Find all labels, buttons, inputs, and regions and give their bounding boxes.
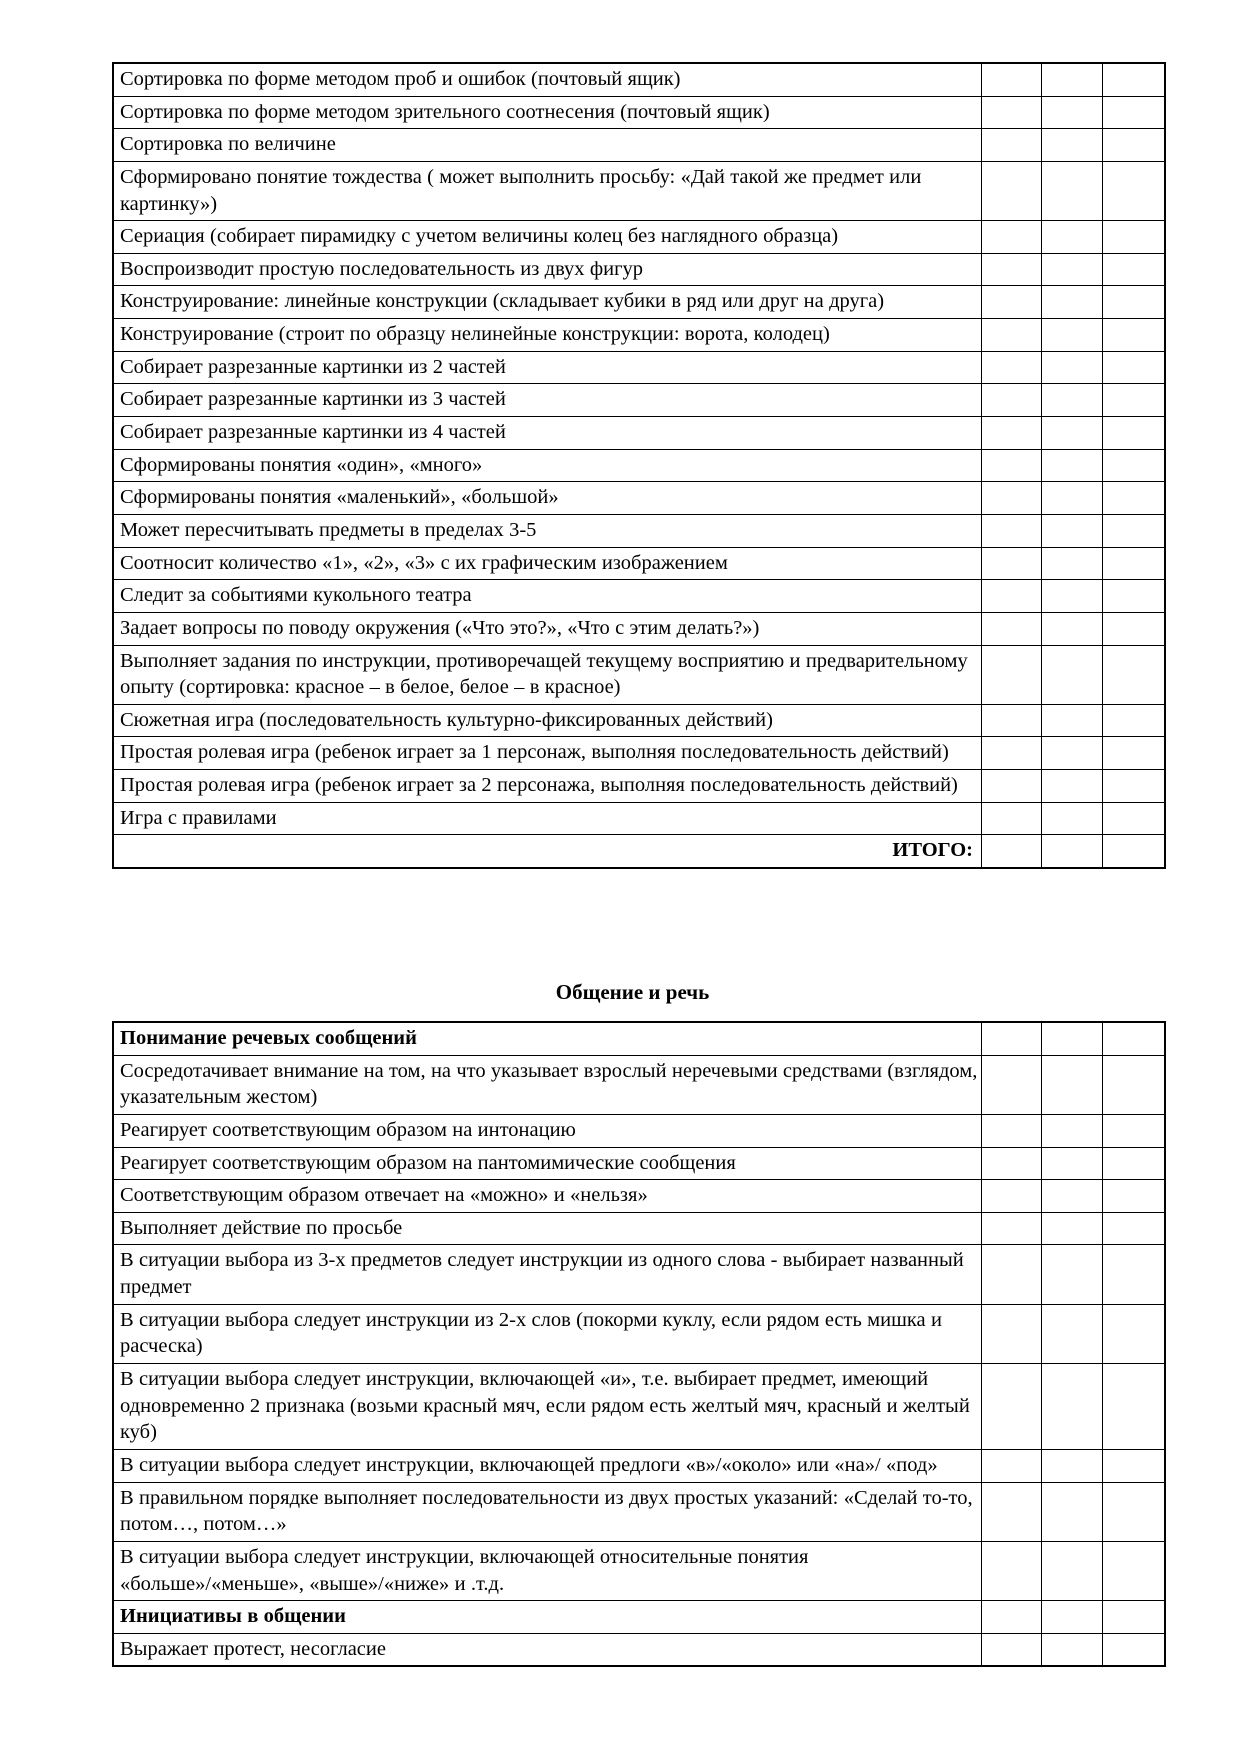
mark-cell-3[interactable] — [1103, 351, 1166, 384]
table-row — [113, 161, 1165, 220]
row-item-label: Сортировка по величине — [113, 129, 982, 162]
row-section-label: Понимание речевых сообщений — [113, 1022, 982, 1055]
table-row — [113, 129, 1165, 162]
mark-cell-3[interactable] — [1103, 1180, 1166, 1213]
mark-cell-3[interactable] — [1103, 161, 1166, 220]
mark-cell-2[interactable] — [1042, 1055, 1103, 1114]
mark-cell-3[interactable] — [1103, 547, 1166, 580]
row-item-label: Выполняет действие по просьбе — [113, 1212, 982, 1245]
mark-cell-3[interactable] — [1103, 221, 1166, 254]
row-item-label: Реагирует соответствующим образом на пантомимические сообщения — [113, 1147, 982, 1180]
table-row — [113, 1541, 1165, 1600]
table-row — [113, 384, 1165, 417]
row-item-label: Задает вопросы по поводу окружения («Что это?», «Что с этим делать?») — [113, 612, 982, 645]
mark-cell-3[interactable] — [1103, 1633, 1166, 1666]
row-item-label: В правильном порядке выполняет последовательности из двух простых указаний: «Сделай то-то, потом…, потом…» — [113, 1482, 982, 1541]
table-row — [113, 1245, 1165, 1304]
table-row — [113, 63, 1165, 96]
mark-cell-3[interactable] — [1103, 63, 1166, 96]
mark-cell-1[interactable] — [982, 1180, 1042, 1213]
mark-cell-3[interactable] — [1103, 253, 1166, 286]
mark-cell-2[interactable] — [1042, 612, 1103, 645]
table-row — [113, 704, 1165, 737]
row-section-label: Инициативы в общении — [113, 1601, 982, 1634]
mark-cell-2[interactable] — [1042, 63, 1103, 96]
mark-cell-3[interactable] — [1103, 514, 1166, 547]
mark-cell-2[interactable] — [1042, 737, 1103, 770]
row-item-label: Может пересчитывать предметы в пределах 3-5 — [113, 514, 982, 547]
mark-cell-2[interactable] — [1042, 319, 1103, 352]
row-item-label: Сериация (собирает пирамидку с учетом величины колец без наглядного образца) — [113, 221, 982, 254]
row-item-label: В ситуации выбора следует инструкции, включающей предлоги «в»/«около» или «на»/ «под» — [113, 1449, 982, 1482]
mark-cell-3[interactable] — [1103, 319, 1166, 352]
mark-cell-1[interactable] — [982, 1482, 1042, 1541]
mark-cell-3[interactable] — [1103, 802, 1166, 835]
mark-cell-3[interactable] — [1103, 1449, 1166, 1482]
table-row — [113, 96, 1165, 129]
mark-cell-2[interactable] — [1042, 351, 1103, 384]
section-title-communication-and-speech: Общение и речь — [555, 980, 710, 1004]
mark-cell-2[interactable] — [1042, 1245, 1103, 1304]
table-row — [113, 1304, 1165, 1363]
row-item-label: Сформированы понятия «маленький», «большой» — [113, 482, 982, 515]
table-row — [113, 737, 1165, 770]
table-row — [113, 835, 1165, 868]
mark-cell-2[interactable] — [1042, 1633, 1103, 1666]
speech-checklist-table — [112, 1021, 1166, 1667]
mark-cell-2[interactable] — [1042, 1482, 1103, 1541]
mark-cell-1[interactable] — [982, 1633, 1042, 1666]
row-item-label: В ситуации выбора из 3-х предметов следует инструкции из одного слова - выбирает названный предмет — [113, 1245, 982, 1304]
table-row — [113, 645, 1165, 704]
mark-cell-2[interactable] — [1042, 482, 1103, 515]
mark-cell-2[interactable] — [1042, 1304, 1103, 1363]
mark-cell-1[interactable] — [982, 612, 1042, 645]
table-row — [113, 221, 1165, 254]
mark-cell-3[interactable] — [1103, 1304, 1166, 1363]
mark-cell-3[interactable] — [1103, 482, 1166, 515]
mark-cell-2[interactable] — [1042, 514, 1103, 547]
row-item-label: Собирает разрезанные картинки из 3 частей — [113, 384, 982, 417]
table-row — [113, 351, 1165, 384]
table-row — [113, 514, 1165, 547]
mark-cell-3[interactable] — [1103, 1022, 1166, 1055]
mark-cell-2[interactable] — [1042, 802, 1103, 835]
table-row — [113, 1147, 1165, 1180]
mark-cell-1[interactable] — [982, 1114, 1042, 1147]
mark-cell-3[interactable] — [1103, 1364, 1166, 1450]
mark-cell-2[interactable] — [1042, 96, 1103, 129]
mark-cell-2[interactable] — [1042, 770, 1103, 803]
table-row — [113, 1482, 1165, 1541]
mark-cell-3[interactable] — [1103, 835, 1166, 868]
mark-cell-1[interactable] — [982, 286, 1042, 319]
mark-cell-1[interactable] — [982, 449, 1042, 482]
row-item-label: В ситуации выбора следует инструкции, включающей «и», т.е. выбирает предмет, имеющий одновременно 2 признака (возьми красный мяч, если рядом есть желтый мяч, красный и желтый куб) — [113, 1364, 982, 1450]
mark-cell-2[interactable] — [1042, 1114, 1103, 1147]
row-item-label: Сформировано понятие тождества ( может выполнить просьбу: «Дай такой же предмет или картинку») — [113, 161, 982, 220]
table-row — [113, 1364, 1165, 1450]
row-item-label: Реагирует соответствующим образом на интонацию — [113, 1114, 982, 1147]
table-row — [113, 1449, 1165, 1482]
speech-checklist-body — [113, 1022, 1165, 1666]
mark-cell-1[interactable] — [982, 1304, 1042, 1363]
mark-cell-1[interactable] — [982, 580, 1042, 613]
row-item-label: Собирает разрезанные картинки из 2 частей — [113, 351, 982, 384]
mark-cell-3[interactable] — [1103, 737, 1166, 770]
mark-cell-2[interactable] — [1042, 129, 1103, 162]
mark-cell-3[interactable] — [1103, 1601, 1166, 1634]
row-item-label: Конструирование: линейные конструкции (складывает кубики в ряд или друг на друга) — [113, 286, 982, 319]
mark-cell-2[interactable] — [1042, 286, 1103, 319]
row-item-label: Соответствующим образом отвечает на «можно» и «нельзя» — [113, 1180, 982, 1213]
table-row — [113, 1212, 1165, 1245]
table-row — [113, 449, 1165, 482]
row-item-label: Сортировка по форме методом зрительного соотнесения (почтовый ящик) — [113, 96, 982, 129]
mark-cell-3[interactable] — [1103, 704, 1166, 737]
table-row — [113, 580, 1165, 613]
mark-cell-3[interactable] — [1103, 1114, 1166, 1147]
table-row — [113, 319, 1165, 352]
row-item-label: Выражает протест, несогласие — [113, 1633, 982, 1666]
mark-cell-2[interactable] — [1042, 580, 1103, 613]
mark-cell-3[interactable] — [1103, 770, 1166, 803]
mark-cell-1[interactable] — [982, 384, 1042, 417]
mark-cell-2[interactable] — [1042, 1601, 1103, 1634]
row-item-label: Простая ролевая игра (ребенок играет за 1 персонаж, выполняя последовательность действий) — [113, 737, 982, 770]
mark-cell-1[interactable] — [982, 351, 1042, 384]
mark-cell-1[interactable] — [982, 221, 1042, 254]
mark-cell-2[interactable] — [1042, 1180, 1103, 1213]
mark-cell-2[interactable] — [1042, 1364, 1103, 1450]
mark-cell-2[interactable] — [1042, 384, 1103, 417]
mark-cell-1[interactable] — [982, 770, 1042, 803]
mark-cell-2[interactable] — [1042, 645, 1103, 704]
table-row — [113, 1022, 1165, 1055]
mark-cell-1[interactable] — [982, 1055, 1042, 1114]
mark-cell-2[interactable] — [1042, 1022, 1103, 1055]
skills-checklist-body — [113, 63, 1165, 868]
skills-checklist-table — [112, 62, 1166, 869]
table-row — [113, 770, 1165, 803]
mark-cell-1[interactable] — [982, 802, 1042, 835]
mark-cell-1[interactable] — [982, 63, 1042, 96]
table-row — [113, 1633, 1165, 1666]
row-item-label: Сформированы понятия «один», «много» — [113, 449, 982, 482]
mark-cell-3[interactable] — [1103, 417, 1166, 450]
mark-cell-3[interactable] — [1103, 1245, 1166, 1304]
row-item-label: Игра с правилами — [113, 802, 982, 835]
mark-cell-1[interactable] — [982, 1245, 1042, 1304]
mark-cell-1[interactable] — [982, 1541, 1042, 1600]
mark-cell-2[interactable] — [1042, 417, 1103, 450]
mark-cell-3[interactable] — [1103, 96, 1166, 129]
mark-cell-1[interactable] — [982, 1147, 1042, 1180]
mark-cell-3[interactable] — [1103, 645, 1166, 704]
table-row — [113, 286, 1165, 319]
mark-cell-1[interactable] — [982, 253, 1042, 286]
mark-cell-1[interactable] — [982, 1022, 1042, 1055]
mark-cell-2[interactable] — [1042, 835, 1103, 868]
mark-cell-2[interactable] — [1042, 1449, 1103, 1482]
row-item-label: Сортировка по форме методом проб и ошибок (почтовый ящик) — [113, 63, 982, 96]
mark-cell-1[interactable] — [982, 482, 1042, 515]
mark-cell-3[interactable] — [1103, 1541, 1166, 1600]
mark-cell-2[interactable] — [1042, 1147, 1103, 1180]
row-item-label: Выполняет задания по инструкции, противоречащей текущему восприятию и предварительному опыту (сортировка: красное – в белое, белое – в красное) — [113, 645, 982, 704]
mark-cell-2[interactable] — [1042, 161, 1103, 220]
mark-cell-3[interactable] — [1103, 1055, 1166, 1114]
mark-cell-1[interactable] — [982, 514, 1042, 547]
mark-cell-1[interactable] — [982, 161, 1042, 220]
mark-cell-3[interactable] — [1103, 1212, 1166, 1245]
row-item-label: Конструирование (строит по образцу нелинейные конструкции: ворота, колодец) — [113, 319, 982, 352]
row-item-label: Сосредотачивает внимание на том, на что указывает взрослый неречевыми средствами (взглядом, указательным жестом) — [113, 1055, 982, 1114]
table-row — [113, 1180, 1165, 1213]
mark-cell-2[interactable] — [1042, 704, 1103, 737]
row-item-label: Собирает разрезанные картинки из 4 частей — [113, 417, 982, 450]
row-item-label: Воспроизводит простую последовательность из двух фигур — [113, 253, 982, 286]
mark-cell-3[interactable] — [1103, 1147, 1166, 1180]
row-item-label: Сюжетная игра (последовательность культурно-фиксированных действий) — [113, 704, 982, 737]
table-row — [113, 417, 1165, 450]
table-row — [113, 547, 1165, 580]
mark-cell-1[interactable] — [982, 835, 1042, 868]
mark-cell-3[interactable] — [1103, 286, 1166, 319]
mark-cell-1[interactable] — [982, 417, 1042, 450]
mark-cell-1[interactable] — [982, 645, 1042, 704]
row-total-label: ИТОГО: — [113, 835, 982, 868]
mark-cell-1[interactable] — [982, 129, 1042, 162]
mark-cell-2[interactable] — [1042, 547, 1103, 580]
mark-cell-1[interactable] — [982, 1212, 1042, 1245]
mark-cell-3[interactable] — [1103, 384, 1166, 417]
mark-cell-1[interactable] — [982, 737, 1042, 770]
mark-cell-3[interactable] — [1103, 449, 1166, 482]
row-item-label: Простая ролевая игра (ребенок играет за 2 персонажа, выполняя последовательность действий) — [113, 770, 982, 803]
table-row — [113, 482, 1165, 515]
mark-cell-2[interactable] — [1042, 221, 1103, 254]
row-item-label: Соотносит количество «1», «2», «3» с их графическим изображением — [113, 547, 982, 580]
mark-cell-2[interactable] — [1042, 449, 1103, 482]
mark-cell-3[interactable] — [1103, 612, 1166, 645]
mark-cell-1[interactable] — [982, 1364, 1042, 1450]
table-row — [113, 253, 1165, 286]
mark-cell-1[interactable] — [982, 1449, 1042, 1482]
mark-cell-1[interactable] — [982, 547, 1042, 580]
table-row — [113, 612, 1165, 645]
mark-cell-1[interactable] — [982, 96, 1042, 129]
row-item-label: Следит за событиями кукольного театра — [113, 580, 982, 613]
mark-cell-2[interactable] — [1042, 1212, 1103, 1245]
mark-cell-2[interactable] — [1042, 1541, 1103, 1600]
table-row — [113, 1114, 1165, 1147]
mark-cell-1[interactable] — [982, 1601, 1042, 1634]
mark-cell-1[interactable] — [982, 704, 1042, 737]
mark-cell-2[interactable] — [1042, 253, 1103, 286]
mark-cell-1[interactable] — [982, 319, 1042, 352]
row-item-label: В ситуации выбора следует инструкции из 2-х слов (покорми куклу, если рядом есть мишка и расческа) — [113, 1304, 982, 1363]
mark-cell-3[interactable] — [1103, 129, 1166, 162]
mark-cell-3[interactable] — [1103, 580, 1166, 613]
table-row — [113, 1055, 1165, 1114]
mark-cell-3[interactable] — [1103, 1482, 1166, 1541]
row-item-label: В ситуации выбора следует инструкции, включающей относительные понятия «больше»/«меньше», «выше»/«ниже» и .т.д. — [113, 1541, 982, 1600]
table-row — [113, 802, 1165, 835]
table-row — [113, 1601, 1165, 1634]
